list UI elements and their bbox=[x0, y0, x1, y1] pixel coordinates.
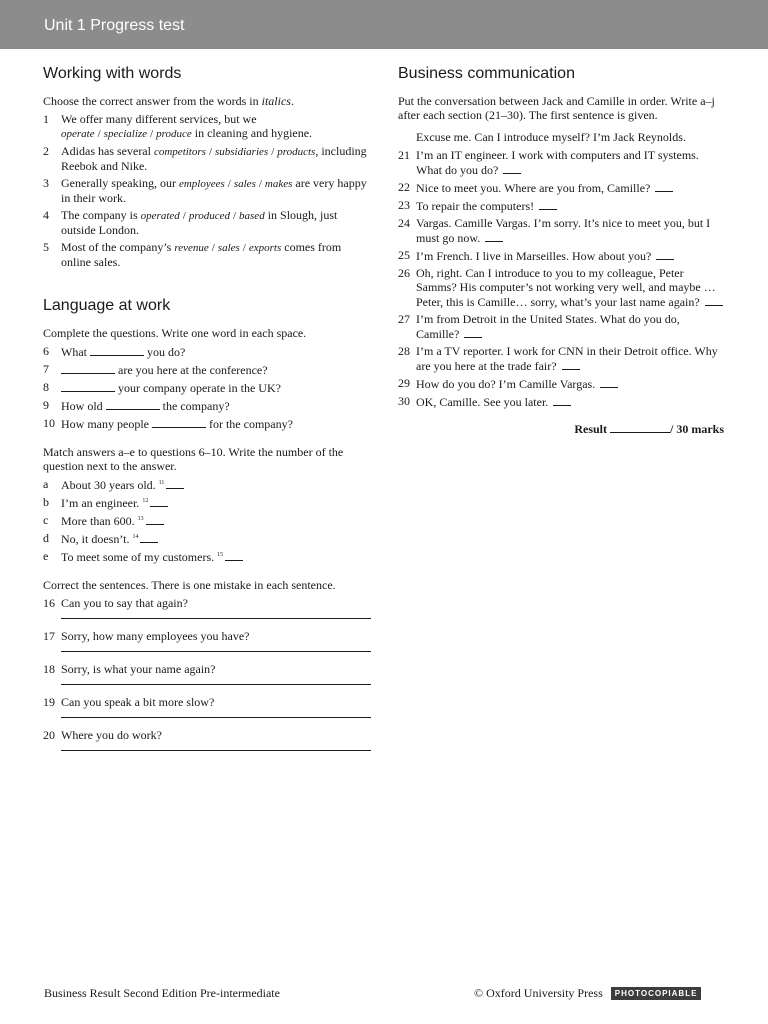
conversation-item bbox=[398, 198, 724, 213]
conversation-item bbox=[398, 180, 724, 195]
answer-letter: e bbox=[43, 549, 49, 563]
sentence-text: Sorry, how many employees you have? bbox=[61, 629, 250, 643]
option-separator: / bbox=[258, 178, 262, 190]
language-at-work-instruction: Complete the questions. Write one word in each space. bbox=[43, 326, 307, 340]
answer-option: based bbox=[239, 210, 265, 222]
question-number: 7 bbox=[43, 362, 49, 376]
conversation-item bbox=[398, 248, 724, 263]
answer-letter: a bbox=[43, 477, 49, 491]
option-separator: / bbox=[242, 242, 246, 254]
line-text-value: I’m a TV reporter. I work for CNN in their Detroit office. Why are you here at the trade fair? bbox=[416, 344, 718, 373]
conversation-item bbox=[398, 216, 724, 245]
answer-text bbox=[61, 513, 371, 528]
answer-blank[interactable] bbox=[656, 248, 674, 260]
working-with-words-instruction: Choose the correct answer from the words in italics. bbox=[43, 94, 294, 108]
option-separator: / bbox=[271, 146, 275, 158]
line-number: 22 bbox=[398, 180, 410, 194]
page-title: Unit 1 Progress test bbox=[44, 17, 185, 34]
question-text-before: We offer many different services, but we bbox=[61, 112, 257, 126]
question-text-before: What bbox=[61, 345, 90, 359]
answer-text-value: About 30 years old. bbox=[61, 478, 156, 492]
footer-publisher bbox=[474, 986, 701, 1000]
conversation-list bbox=[398, 148, 724, 409]
question-text bbox=[61, 176, 371, 205]
match-instruction: Match answers a–e to questions 6–10. Write the number of the question next to the answer. bbox=[43, 445, 344, 473]
header-bar bbox=[0, 0, 768, 49]
sentence-text: Sorry, is what your name again? bbox=[61, 662, 216, 676]
question-number: 10 bbox=[43, 416, 55, 430]
answer-blank[interactable] bbox=[705, 294, 723, 306]
answer-blank[interactable] bbox=[90, 344, 144, 356]
question-number: 4 bbox=[43, 208, 49, 222]
question-number: 3 bbox=[43, 176, 49, 190]
question-item bbox=[43, 344, 371, 359]
answer-blank[interactable] bbox=[150, 495, 168, 507]
line-number: 27 bbox=[398, 312, 410, 326]
question-text-before: How many people bbox=[61, 417, 152, 431]
line-number: 21 bbox=[398, 148, 410, 162]
question-text bbox=[61, 240, 371, 269]
question-text-after: , including Reebok and Nike. bbox=[61, 144, 367, 173]
result-line bbox=[398, 421, 724, 436]
answer-blank[interactable] bbox=[655, 180, 673, 192]
answer-option: produced bbox=[188, 210, 230, 222]
result-label: Result bbox=[574, 422, 607, 436]
photocopiable-badge: PHOTOCOPIABLE bbox=[611, 987, 702, 1000]
sentence-item bbox=[43, 662, 371, 676]
answer-blank[interactable] bbox=[503, 162, 521, 174]
line-text-value: I’m an IT engineer. I work with computers and IT systems. What do you do? bbox=[416, 148, 699, 177]
left-column bbox=[43, 64, 371, 761]
line-number: 29 bbox=[398, 376, 410, 390]
answer-line[interactable] bbox=[61, 750, 371, 751]
sentence-number: 20 bbox=[43, 728, 55, 742]
question-text-before: How old bbox=[61, 399, 106, 413]
line-text-value: OK, Camille. See you later. bbox=[416, 395, 549, 409]
answer-blank[interactable] bbox=[539, 198, 557, 210]
sentence-text: Where you do work? bbox=[61, 728, 162, 742]
sentence-number: 19 bbox=[43, 695, 55, 709]
answer-text-value: More than 600. bbox=[61, 514, 135, 528]
working-with-words-heading: Working with words bbox=[43, 65, 182, 82]
right-column bbox=[398, 64, 724, 436]
conversation-item bbox=[398, 344, 724, 373]
copyright-text: © Oxford University Press bbox=[474, 986, 603, 1000]
question-text-before: The company is bbox=[61, 208, 141, 222]
question-item bbox=[43, 208, 371, 237]
question-text bbox=[61, 380, 371, 395]
conversation-item bbox=[398, 312, 724, 341]
line-number: 25 bbox=[398, 248, 410, 262]
sentence-list bbox=[43, 596, 371, 751]
question-item bbox=[43, 144, 371, 173]
question-ref-number: 11 bbox=[158, 480, 165, 486]
answer-option: revenue bbox=[174, 242, 209, 254]
line-number: 28 bbox=[398, 344, 410, 358]
answer-text bbox=[61, 549, 371, 564]
option-separator: / bbox=[227, 178, 231, 190]
question-item bbox=[43, 176, 371, 205]
answer-line[interactable] bbox=[61, 618, 371, 619]
line-text bbox=[416, 198, 724, 213]
answer-blank[interactable] bbox=[485, 230, 503, 242]
answer-option: makes bbox=[264, 178, 293, 190]
answer-blank[interactable] bbox=[152, 416, 206, 428]
business-communication-instruction: Put the conversation between Jack and Camille in order. Write a–j after each section (21–30). The first sentence is given. bbox=[398, 94, 715, 122]
line-text-value: I’m from Detroit in the United States. What do you do, Camille? bbox=[416, 312, 680, 341]
line-number: 23 bbox=[398, 198, 410, 212]
question-ref-number: 15 bbox=[217, 552, 224, 558]
question-text-after: in Slough, just outside London. bbox=[61, 208, 338, 237]
question-ref-number: 13 bbox=[137, 516, 144, 522]
answer-line[interactable] bbox=[61, 717, 371, 718]
answer-option: subsidiaries bbox=[215, 146, 269, 158]
line-text bbox=[416, 376, 724, 391]
answer-blank[interactable] bbox=[464, 326, 482, 338]
result-marks: / 30 marks bbox=[670, 422, 724, 436]
first-sentence: Excuse me. Can I introduce myself? I’m Jack Reynolds. bbox=[416, 130, 686, 144]
sentence-number: 18 bbox=[43, 662, 55, 676]
question-item bbox=[43, 362, 371, 377]
question-ref-number: 12 bbox=[142, 498, 149, 504]
question-list bbox=[43, 344, 371, 431]
option-separator: / bbox=[232, 210, 237, 222]
line-number: 24 bbox=[398, 216, 410, 230]
answer-option: operated bbox=[140, 210, 180, 222]
question-item bbox=[43, 380, 371, 395]
question-item bbox=[43, 416, 371, 431]
answer-blank[interactable] bbox=[61, 380, 115, 392]
line-text bbox=[416, 266, 724, 309]
line-text-value: Nice to meet you. Where are you from, Camille? bbox=[416, 181, 651, 195]
question-number: 2 bbox=[43, 144, 49, 158]
question-text-after: the company? bbox=[159, 399, 230, 413]
answer-option: products bbox=[277, 146, 316, 158]
question-text bbox=[61, 208, 371, 237]
answer-item bbox=[43, 477, 371, 492]
answer-letter: c bbox=[43, 513, 49, 527]
question-text bbox=[61, 344, 371, 359]
question-text-after: for the company? bbox=[205, 417, 293, 431]
question-text-after: are very happy in their work. bbox=[61, 176, 367, 205]
sentence-item bbox=[43, 629, 371, 643]
question-number: 9 bbox=[43, 398, 49, 412]
language-at-work-heading: Language at work bbox=[43, 297, 171, 314]
result-blank[interactable] bbox=[610, 421, 670, 433]
sentence-number: 16 bbox=[43, 596, 55, 610]
line-text bbox=[416, 180, 724, 195]
question-ref-number: 14 bbox=[132, 534, 139, 540]
line-text-value: To repair the computers! bbox=[416, 199, 535, 213]
option-separator: / bbox=[208, 146, 212, 158]
line-text bbox=[416, 148, 724, 177]
line-text bbox=[416, 312, 724, 341]
answer-option: operate bbox=[61, 128, 95, 140]
answer-line[interactable] bbox=[61, 651, 371, 652]
question-item bbox=[43, 398, 371, 413]
option-separator: / bbox=[182, 210, 186, 222]
answer-list bbox=[43, 477, 371, 564]
question-text bbox=[61, 144, 371, 173]
answer-letter: b bbox=[43, 495, 49, 509]
line-text bbox=[416, 248, 724, 263]
answer-letter: d bbox=[43, 531, 49, 545]
conversation-item bbox=[398, 376, 724, 391]
working-with-words-list bbox=[43, 112, 371, 269]
answer-blank[interactable] bbox=[106, 398, 160, 410]
answer-line[interactable] bbox=[61, 684, 371, 685]
line-number: 26 bbox=[398, 266, 410, 280]
conversation-item bbox=[398, 266, 724, 309]
sentence-item bbox=[43, 728, 371, 742]
answer-blank[interactable] bbox=[562, 358, 580, 370]
answer-blank[interactable] bbox=[225, 549, 243, 561]
answer-text bbox=[61, 477, 371, 492]
option-separator: / bbox=[97, 128, 101, 140]
answer-blank[interactable] bbox=[146, 513, 164, 525]
question-text bbox=[61, 362, 371, 377]
option-separator: / bbox=[150, 128, 154, 140]
line-text bbox=[416, 394, 724, 409]
line-text-value: How do you do? I’m Camille Vargas. bbox=[416, 377, 596, 391]
line-text bbox=[416, 344, 724, 373]
question-text-after: your company operate in the UK? bbox=[115, 381, 281, 395]
sentence-item bbox=[43, 596, 371, 610]
question-text-before: Adidas has several bbox=[61, 144, 154, 158]
answer-text bbox=[61, 531, 371, 546]
sentence-item bbox=[43, 695, 371, 709]
question-text-before: Generally speaking, our bbox=[61, 176, 179, 190]
question-text-before: Most of the company’s bbox=[61, 240, 175, 254]
question-item bbox=[43, 112, 371, 141]
question-text bbox=[61, 112, 371, 141]
answer-item bbox=[43, 495, 371, 510]
line-text-value: I’m French. I live in Marseilles. How about you? bbox=[416, 249, 652, 263]
question-number: 6 bbox=[43, 344, 49, 358]
question-text-after: are you here at the conference? bbox=[115, 363, 268, 377]
answer-blank[interactable] bbox=[553, 394, 571, 406]
answer-option: sales bbox=[233, 178, 256, 190]
answer-option: exports bbox=[248, 242, 282, 254]
conversation-item bbox=[398, 148, 724, 177]
business-communication-heading: Business communication bbox=[398, 65, 575, 82]
answer-blank[interactable] bbox=[600, 376, 618, 388]
answer-option: specialize bbox=[103, 128, 148, 140]
answer-text-value: No, it doesn’t. bbox=[61, 532, 130, 546]
question-text-after: you do? bbox=[144, 345, 186, 359]
line-text bbox=[416, 216, 724, 245]
question-text bbox=[61, 416, 371, 431]
answer-option: produce bbox=[156, 128, 192, 140]
answer-item bbox=[43, 549, 371, 564]
answer-option: sales bbox=[217, 242, 240, 254]
line-text-value: Oh, right. Can I introduce to you to my colleague, Peter Samms? His computer’s not working very well, and maybe … Peter, this is Camille… sorry, what’s your last name again? bbox=[416, 266, 716, 309]
question-number: 5 bbox=[43, 240, 49, 254]
answer-blank[interactable] bbox=[166, 477, 184, 489]
answer-blank[interactable] bbox=[61, 362, 115, 374]
answer-item bbox=[43, 513, 371, 528]
line-number: 30 bbox=[398, 394, 410, 408]
question-number: 1 bbox=[43, 112, 49, 126]
question-text bbox=[61, 398, 371, 413]
option-separator: / bbox=[211, 242, 215, 254]
answer-text-value: I’m an engineer. bbox=[61, 496, 140, 510]
question-number: 8 bbox=[43, 380, 49, 394]
answer-blank[interactable] bbox=[140, 531, 158, 543]
line-text-value: Vargas. Camille Vargas. I’m sorry. It’s nice to meet you, but I must go now. bbox=[416, 216, 711, 245]
answer-option: employees bbox=[178, 178, 225, 190]
sentence-number: 17 bbox=[43, 629, 55, 643]
answer-text-value: To meet some of my customers. bbox=[61, 550, 215, 564]
question-item bbox=[43, 240, 371, 269]
sentence-text: Can you to say that again? bbox=[61, 596, 188, 610]
conversation-item bbox=[398, 394, 724, 409]
question-text-after: comes from online sales. bbox=[61, 240, 342, 269]
correct-instruction: Correct the sentences. There is one mistake in each sentence. bbox=[43, 578, 336, 592]
answer-option: competitors bbox=[153, 146, 206, 158]
sentence-text: Can you speak a bit more slow? bbox=[61, 695, 215, 709]
answer-item bbox=[43, 531, 371, 546]
question-text-after: in cleaning and hygiene. bbox=[191, 126, 313, 140]
answer-text bbox=[61, 495, 371, 510]
footer-book-title: Business Result Second Edition Pre-intermediate bbox=[44, 986, 280, 1000]
